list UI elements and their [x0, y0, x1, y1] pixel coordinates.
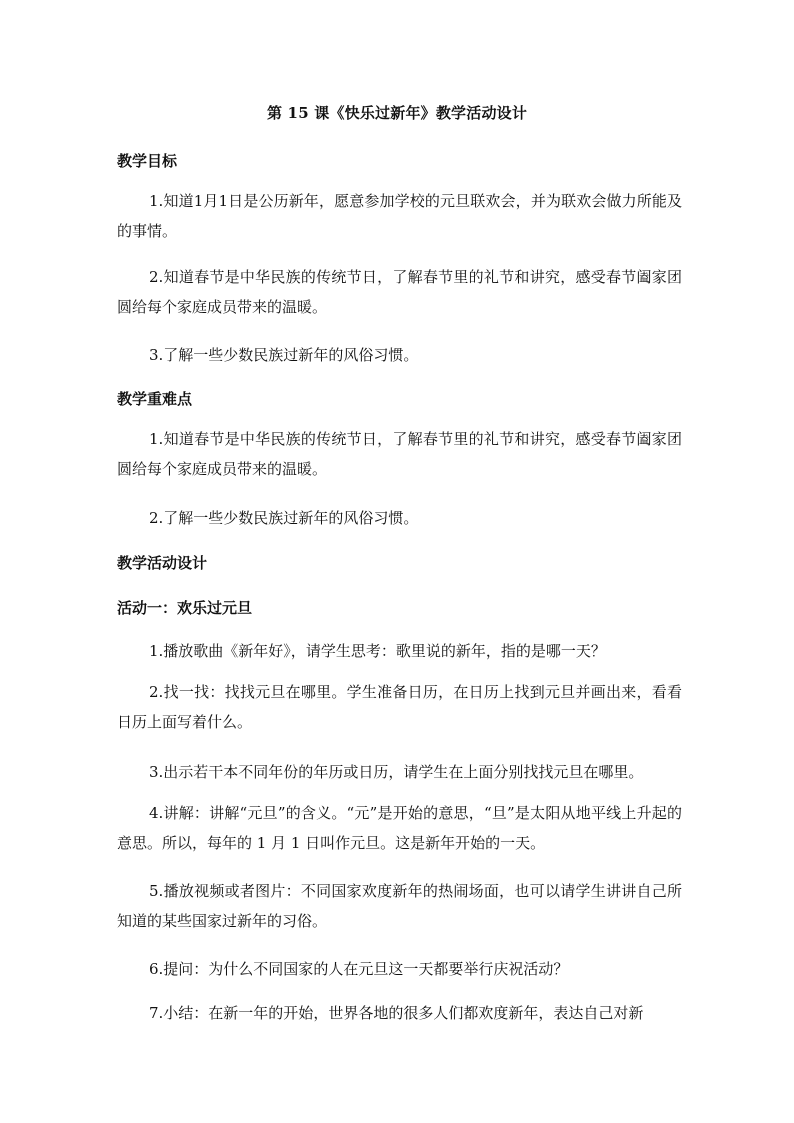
objective-item-2: 2.知道春节是中华民族的传统节日，了解春节里的礼节和讲究，感受春节阖家团圆给每个家庭成员带来的温暖。: [117, 268, 682, 316]
heading-activity-design: 教学活动设计: [117, 554, 208, 572]
activity-item-7: 7.小结：在新一年的开始，世界各地的很多人们都欢度新年，表达自己对新: [149, 1004, 644, 1022]
heading-objectives: 教学目标: [117, 152, 178, 170]
activity-item-6: 6.提问：为什么不同国家的人在元旦这一天都要举行庆祝活动？: [149, 960, 569, 978]
key-point-item-2: 2.了解一些少数民族过新年的风俗习惯。: [149, 509, 419, 527]
page-title: 第 15 课《快乐过新年》教学活动设计: [266, 104, 528, 122]
activity-item-5: 5.播放视频或者图片：不同国家欢度新年的热闹场面，也可以请学生讲讲自己所知道的某些国家过新年的习俗。: [117, 882, 682, 930]
heading-key-points: 教学重难点: [117, 390, 193, 408]
activity-item-2: 2.找一找：找找元旦在哪里。学生准备日历，在日历上找到元旦并画出来，看看日历上面写着什么。: [117, 683, 682, 731]
activity-item-1: 1.播放歌曲《新年好》，请学生思考：歌里说的新年，指的是哪一天？: [149, 642, 606, 660]
activity-item-4: 4.讲解：讲解“元旦”的含义。“元”是开始的意思，“旦”是太阳从地平线上升起的意思。所以，每年的 1 月 1 日叫作元旦。这是新年开始的一天。: [117, 804, 682, 852]
activity-item-3: 3.出示若干本不同年份的年历或日历，请学生在上面分别找找元旦在哪里。: [149, 763, 644, 781]
objective-item-3: 3.了解一些少数民族过新年的风俗习惯。: [149, 346, 419, 364]
objective-item-1: 1.知道1月1日是公历新年，愿意参加学校的元旦联欢会，并为联欢会做力所能及的事情。: [117, 192, 682, 240]
heading-activity-one: 活动一：欢乐过元旦: [117, 599, 253, 617]
key-point-item-1: 1.知道春节是中华民族的传统节日，了解春节里的礼节和讲究，感受春节阖家团圆给每个家庭成员带来的温暖。: [117, 430, 682, 478]
